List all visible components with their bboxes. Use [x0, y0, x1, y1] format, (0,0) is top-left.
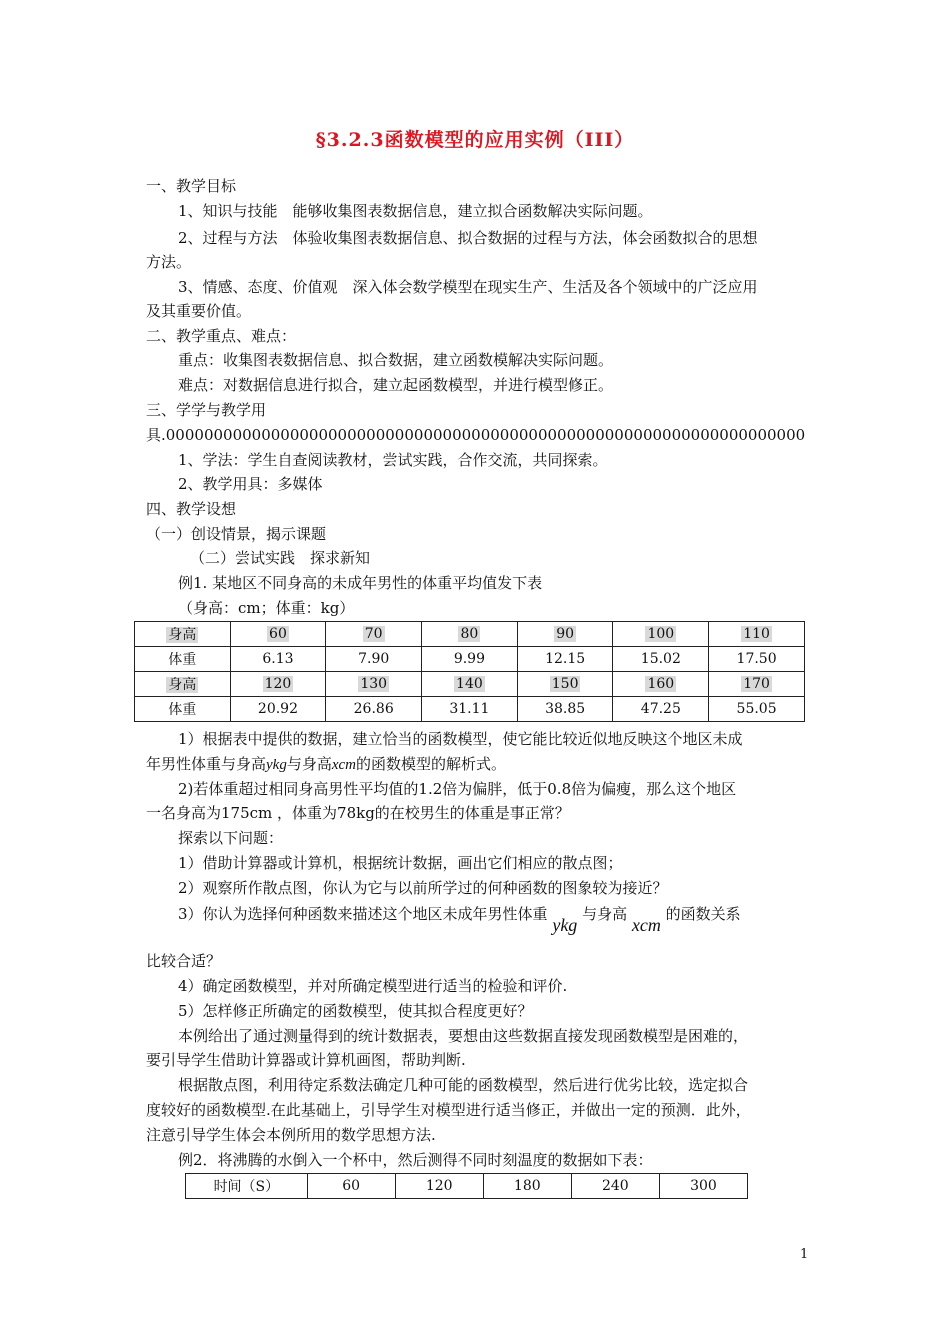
paragraph: 注意引导学生体会本例所用的数学思想方法.: [146, 1126, 436, 1144]
paragraph: 1、学法：学生自查阅读教材，尝试实践，合作交流，共同探索。: [178, 451, 608, 469]
table-cell: 体重: [135, 647, 231, 672]
list-item: 1）借助计算器或计算机，根据统计数据，画出它们相应的散点图；: [178, 854, 623, 872]
paragraph: 要引导学生借助计算器或计算机画图，帮助判断.: [146, 1051, 466, 1069]
table-cell: 60: [307, 1174, 395, 1199]
subsection-heading: （二）尝试实践 探求新知: [190, 549, 371, 567]
table-cell: 26.86: [326, 697, 422, 722]
list-item: 3）你认为选择何种函数来描述这个地区未成年男性体重 ykg 与身高 xcm 的函数关系: [178, 905, 741, 935]
table-row: [135, 647, 805, 672]
var-x: xcm: [631, 915, 661, 935]
table-cell: 时间（S）: [186, 1174, 308, 1199]
table-cell: 31.11: [422, 697, 518, 722]
question: 2)若体重超过相同身高男性平均值的1.2倍为偏胖，低于0.8倍为偏瘦，那么这个地区: [178, 780, 737, 798]
table-cell: 身高: [135, 622, 231, 647]
example-heading: 例2．将沸腾的水倒入一个杯中，然后测得不同时刻温度的数据如下表：: [178, 1151, 653, 1169]
paragraph: 3、情感、态度、价值观 深入体会数学模型在现实生产、生活及各个领域中的广泛应用: [178, 278, 758, 296]
table-cell: 体重: [135, 697, 231, 722]
section-heading: 二、教学重点、难点：: [146, 327, 297, 345]
section-heading: 一、教学目标: [146, 177, 237, 195]
table-cell: 9.99: [422, 647, 518, 672]
question: 年男性体重与身高ykg与身高xcm的函数模型的解析式。: [146, 755, 507, 773]
table-row: [135, 622, 805, 647]
section-heading: 四、教学设想: [146, 500, 237, 518]
table-cell: 140: [422, 672, 518, 697]
paragraph: 探索以下问题：: [178, 829, 284, 847]
height-weight-table: [134, 621, 805, 722]
table-cell: 110: [709, 622, 805, 647]
list-item: 5）怎样修正所确定的函数模型，使其拟合程度更好？: [178, 1002, 533, 1020]
table-cell: 180: [483, 1174, 571, 1199]
table-cell: 170: [709, 672, 805, 697]
table-row: [135, 697, 805, 722]
table-cell: 7.90: [326, 647, 422, 672]
table-cell: 47.25: [613, 697, 709, 722]
table-cell: 150: [517, 672, 613, 697]
paragraph: 2、教学用具：多媒体: [178, 475, 323, 493]
table-cell: 80: [422, 622, 518, 647]
table-cell: 160: [613, 672, 709, 697]
list-item: 2）观察所作散点图，你认为它与以前所学过的何种函数的图象较为接近？: [178, 879, 668, 897]
paragraph: 度较好的函数模型.在此基础上，引导学生对模型进行适当修正，并做出一定的预测．此外，: [146, 1101, 751, 1119]
subsection-heading: （一）创设情景，揭示课题: [146, 525, 327, 543]
list-item: 比较合适？: [146, 952, 222, 970]
list-item: 4）确定函数模型，并对所确定模型进行适当的检验和评价.: [178, 977, 568, 995]
var-y: ykg: [266, 757, 287, 773]
page-title: §3.2.3函数模型的应用实例（III）: [315, 129, 635, 151]
table-row: [186, 1174, 748, 1199]
table-cell: 90: [517, 622, 613, 647]
paragraph: 根据散点图，利用待定系数法确定几种可能的函数模型，然后进行优劣比较，选定拟合: [178, 1076, 749, 1094]
unit-note: （身高：cm；体重：kg）: [178, 599, 355, 617]
table-cell: 15.02: [613, 647, 709, 672]
section-heading: 三、学学与教学用: [146, 401, 267, 419]
table-cell: 300: [659, 1174, 747, 1199]
table-cell: 100: [613, 622, 709, 647]
time-temperature-table: [185, 1173, 748, 1199]
paragraph: 具.0000000000000000000000000000000000000000000000000000000000000000000: [146, 426, 806, 444]
paragraph: 重点：收集图表数据信息、拟合数据，建立函数模解决实际问题。: [178, 351, 614, 369]
table-cell: 38.85: [517, 697, 613, 722]
table-cell: 6.13: [230, 647, 326, 672]
paragraph: 1、知识与技能 能够收集图表数据信息，建立拟合函数解决实际问题。: [178, 202, 653, 220]
table-cell: 130: [326, 672, 422, 697]
table-cell: 身高: [135, 672, 231, 697]
paragraph: 2、过程与方法 体验收集图表数据信息、拟合数据的过程与方法，体会函数拟合的思想: [178, 229, 758, 247]
table-row: [135, 672, 805, 697]
table-cell: 55.05: [709, 697, 805, 722]
table-cell: 120: [230, 672, 326, 697]
var-y: ykg: [552, 915, 578, 935]
paragraph: 方法。: [146, 253, 192, 271]
question: 1）根据表中提供的数据，建立恰当的函数模型，使它能比较近似地反映这个地区未成: [178, 730, 743, 748]
question: 一名身高为175cm ，体重为78kg的在校男生的体重是事正常？: [146, 804, 570, 822]
table-cell: 12.15: [517, 647, 613, 672]
table-cell: 240: [571, 1174, 659, 1199]
paragraph: 本例给出了通过测量得到的统计数据表，要想由这些数据直接发现函数模型是困难的，: [178, 1027, 749, 1045]
example-heading: 例1. 某地区不同身高的未成年男性的体重平均值发下表: [178, 574, 543, 592]
table-cell: 70: [326, 622, 422, 647]
table-cell: 120: [395, 1174, 483, 1199]
table-cell: 60: [230, 622, 326, 647]
var-x: xcm: [331, 757, 357, 773]
paragraph: 及其重要价值。: [146, 302, 252, 320]
page-number: 1: [800, 1247, 809, 1262]
paragraph: 难点：对数据信息进行拟合，建立起函数模型，并进行模型修正。: [178, 376, 614, 394]
table-cell: 17.50: [709, 647, 805, 672]
table-cell: 20.92: [230, 697, 326, 722]
